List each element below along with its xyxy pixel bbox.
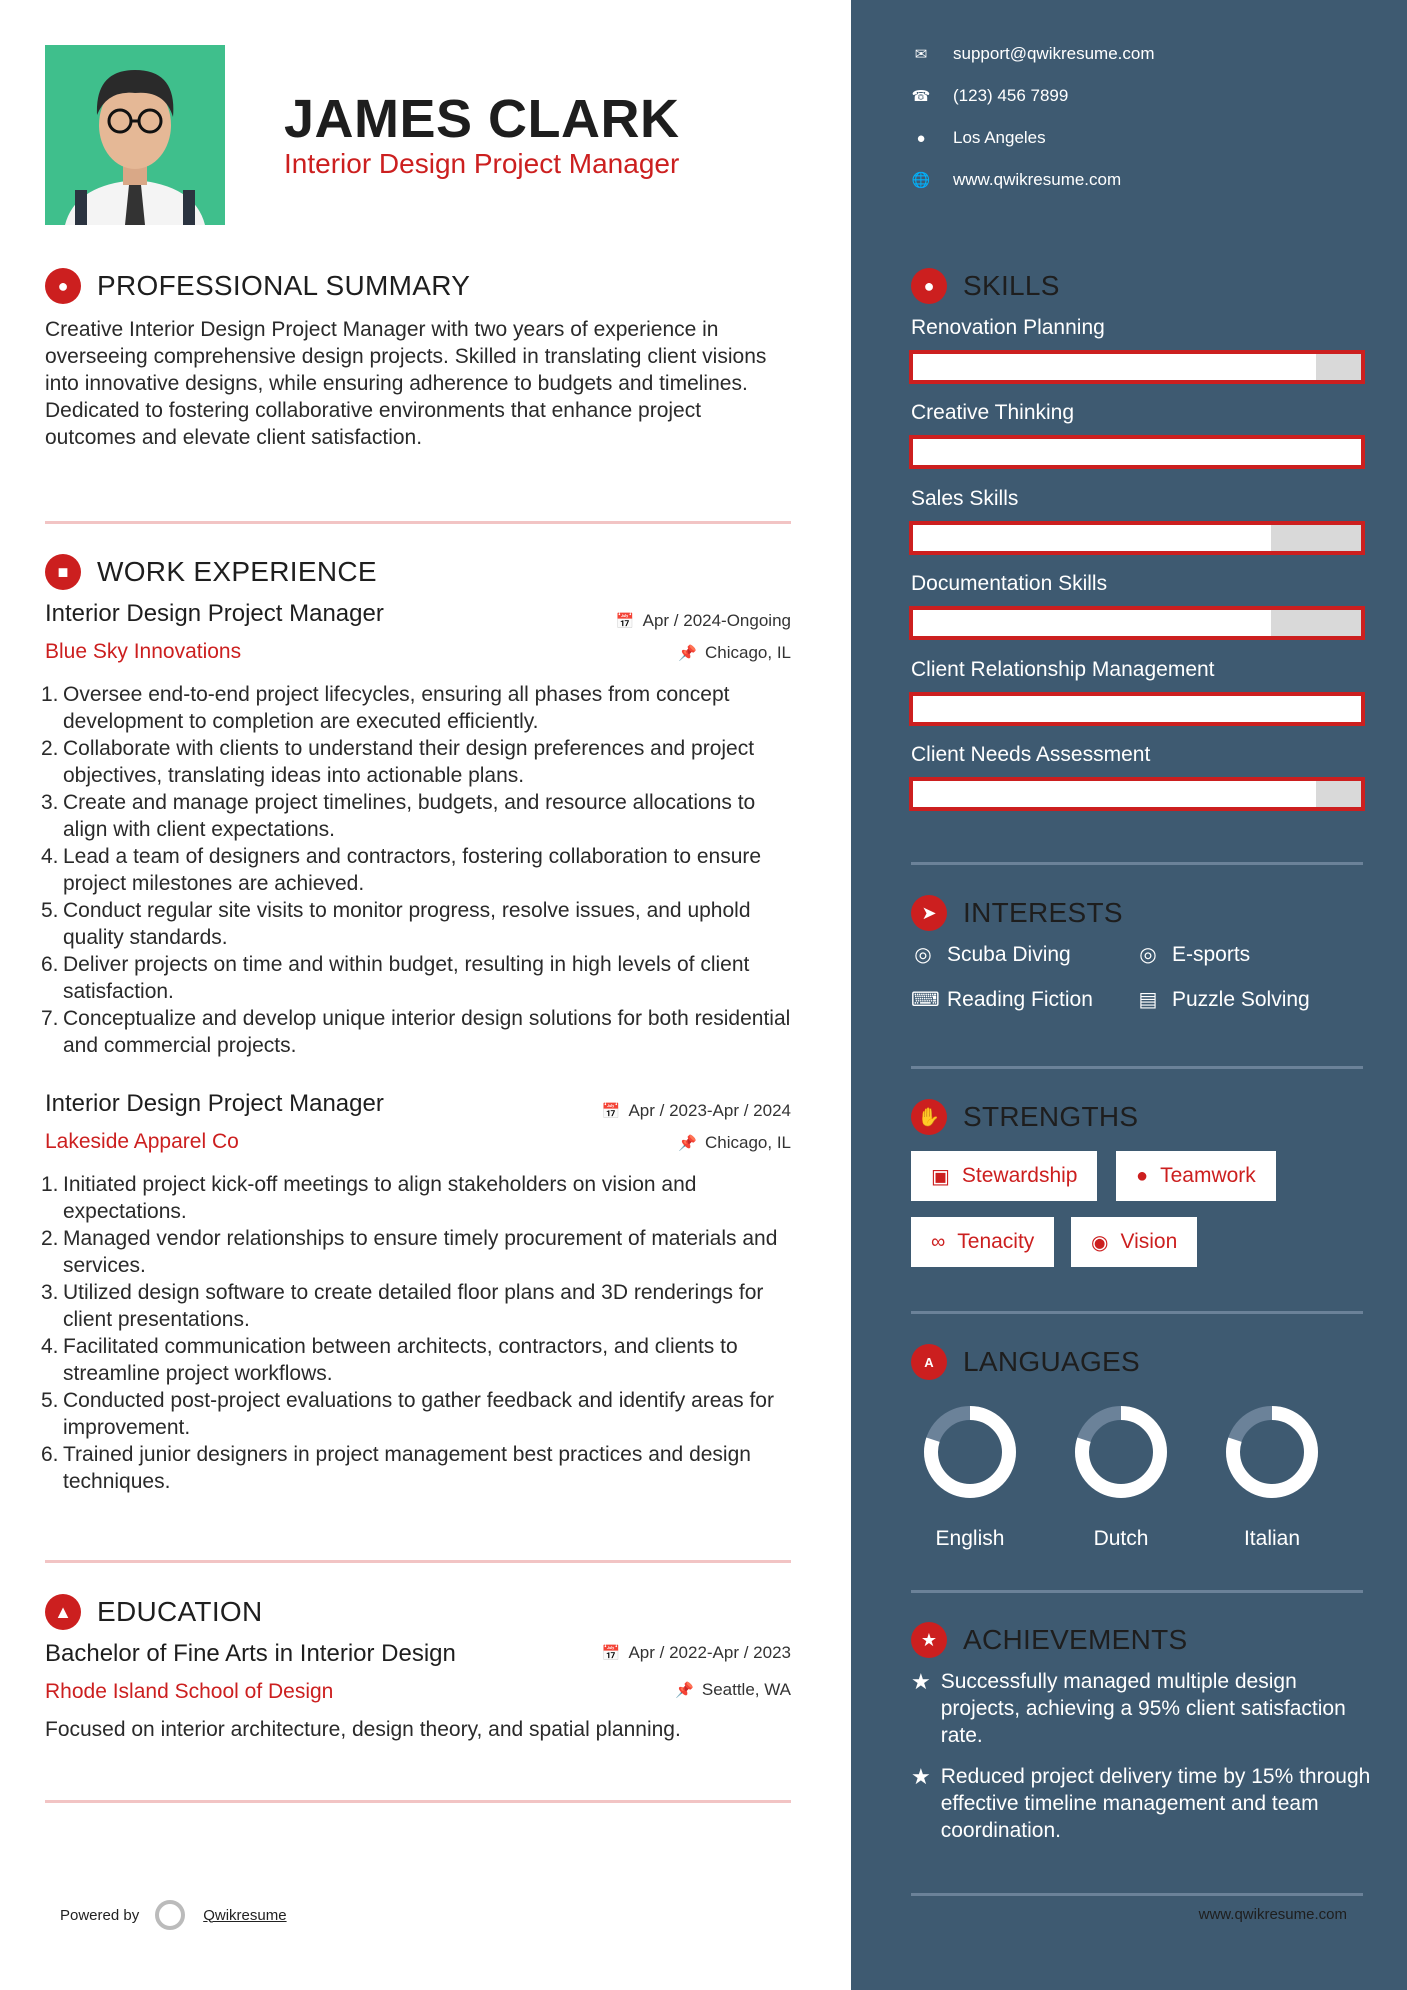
language-item <box>900 1397 1040 1551</box>
qwikresume-logo-icon <box>155 1900 185 1930</box>
divider <box>911 862 1363 865</box>
divider <box>911 1066 1363 1069</box>
interest-item: ▤ Puzzle Solving <box>1136 987 1310 1012</box>
list-item: 3. Create and manage project timelines, budgets, and resource allocations to align with client expectations. <box>41 791 756 841</box>
star-badge-icon: ★ <box>911 1622 947 1658</box>
contact-email[interactable] <box>911 44 1155 64</box>
achievement-item: ★ Successfully managed multiple design projects, achieving a 95% client satisfaction rate. <box>911 1669 1346 1747</box>
contact-phone-text: (123) 456 7899 <box>953 86 1069 105</box>
skill-name: Documentation Skills <box>911 572 1108 595</box>
phone-icon: ☎ <box>911 88 931 105</box>
education-date <box>602 1643 791 1663</box>
strengths-title: STRENGTHS <box>963 1101 1139 1132</box>
envelope-icon: ✉ <box>914 46 928 63</box>
skill-name: Renovation Planning <box>911 316 1105 339</box>
pin-icon: 📌 <box>678 1135 697 1152</box>
interest-item: ◎ Scuba Diving <box>911 942 1071 967</box>
language-item <box>1202 1397 1342 1551</box>
education-location <box>675 1680 791 1700</box>
paper-plane-icon: ➤ <box>911 895 947 931</box>
candidate-name: JAMES CLARK <box>284 89 680 149</box>
summary-title: PROFESSIONAL SUMMARY <box>97 270 471 301</box>
work-title: WORK EXPERIENCE <box>97 556 377 587</box>
language-label: Dutch <box>1093 1527 1149 1550</box>
profile-photo <box>45 45 225 225</box>
footer-powered-by <box>60 1900 287 1930</box>
interests-heading <box>911 895 1123 931</box>
footer-url[interactable]: www.qwikresume.com <box>1198 1906 1347 1923</box>
interests-title: INTERESTS <box>963 897 1123 928</box>
skills-heading <box>911 268 1060 304</box>
language-ring <box>915 1397 1025 1507</box>
education-heading <box>45 1594 263 1630</box>
divider <box>911 1590 1363 1593</box>
education-date-text: Apr / 2022-Apr / 2023 <box>628 1643 791 1662</box>
list-item: 6. Deliver projects on time and within budget, resulting in high levels of client satisfaction. <box>41 953 750 1003</box>
list-item: 6. Trained junior designers in project management best practices and design techniques. <box>41 1443 751 1493</box>
skill-fill <box>913 610 1271 636</box>
education-title: EDUCATION <box>97 1596 263 1627</box>
interest-item: ◎ E-sports <box>1136 942 1250 967</box>
summary-heading <box>45 268 470 304</box>
contact-location <box>911 128 1046 148</box>
skill-bar <box>909 435 1365 469</box>
skill-bar <box>909 521 1365 555</box>
list-item: 5. Conduct regular site visits to monitor progress, resolve issues, and uphold quality standards. <box>41 899 751 949</box>
job-title: Interior Design Project Manager <box>45 1090 384 1117</box>
calendar-icon: 📅 <box>615 613 635 630</box>
skill-bar <box>909 777 1365 811</box>
translate-icon: A <box>911 1344 947 1380</box>
strengths-heading <box>911 1099 1138 1135</box>
binoculars-icon: ◉ <box>1091 1231 1109 1254</box>
skill-fill <box>913 439 1361 465</box>
skill-name: Creative Thinking <box>911 401 1075 424</box>
skill-name: Sales Skills <box>911 487 1019 510</box>
job-duties <box>41 1171 803 1495</box>
lightbulb-icon: ● <box>911 268 947 304</box>
strength-badge: ● Teamwork <box>1116 1151 1276 1201</box>
life-ring-icon: ◎ <box>1139 944 1157 966</box>
job-location-text: Chicago, IL <box>705 1133 791 1152</box>
link-icon: ∞ <box>931 1230 946 1253</box>
skill-bar <box>909 692 1365 726</box>
languages-heading <box>911 1344 1140 1380</box>
divider <box>45 521 791 524</box>
list-item: 4. Lead a team of designers and contractors, fostering collaboration to ensure project milestones are achieved. <box>41 845 762 895</box>
skill-fill <box>913 696 1361 722</box>
calendar-icon: 📅 <box>601 1645 621 1662</box>
job-company: Lakeside Apparel Co <box>45 1130 239 1153</box>
briefcase-icon: ▣ <box>931 1165 950 1188</box>
degree: Bachelor of Fine Arts in Interior Design <box>45 1640 456 1667</box>
achievements-heading <box>911 1622 1188 1658</box>
divider <box>45 1560 791 1563</box>
life-ring-icon: ◎ <box>914 944 932 966</box>
users-icon: ● <box>1136 1164 1149 1187</box>
graduation-cap-icon: ▲ <box>45 1594 81 1630</box>
strength-badge: ◉ Vision <box>1071 1217 1197 1267</box>
list-item: 2. Managed vendor relationships to ensure timely procurement of materials and services. <box>41 1227 778 1277</box>
contact-phone[interactable] <box>911 86 1068 106</box>
job-date-text: Apr / 2023-Apr / 2024 <box>628 1101 791 1120</box>
skill-fill <box>913 525 1271 551</box>
list-item: 4. Facilitated communication between architects, contractors, and clients to streamline project workflows. <box>41 1335 738 1385</box>
language-label: Italian <box>1243 1527 1301 1550</box>
calendar-icon: 📅 <box>601 1103 621 1120</box>
job-date <box>602 1101 791 1121</box>
interest-item: ⌨ Reading Fiction <box>911 987 1093 1011</box>
shooting-star-icon: ★ <box>911 1764 931 1789</box>
contact-website-text: www.qwikresume.com <box>953 170 1122 189</box>
language-ring <box>1066 1397 1176 1507</box>
job-date-text: Apr / 2024-Ongoing <box>642 611 791 630</box>
gamepad-icon: ⌨ <box>911 989 940 1011</box>
divider <box>911 1311 1363 1314</box>
strength-badge: ▣ Stewardship <box>911 1151 1097 1201</box>
candidate-title: Interior Design Project Manager <box>284 148 680 179</box>
skill-fill <box>913 354 1316 380</box>
chair-icon: ■ <box>45 554 81 590</box>
divider <box>911 1893 1363 1896</box>
divider <box>45 1800 791 1803</box>
powered-by-label: Powered by <box>60 1906 140 1924</box>
contact-location-text: Los Angeles <box>953 128 1046 147</box>
job-title: Interior Design Project Manager <box>45 600 384 627</box>
language-item <box>1051 1397 1191 1551</box>
job-duties <box>41 681 803 1059</box>
job-location <box>678 643 791 663</box>
book-icon: ▤ <box>1138 989 1158 1011</box>
contact-website[interactable] <box>911 170 1121 190</box>
list-item: 5. Conducted post-project evaluations to gather feedback and identify areas for improvement. <box>41 1389 774 1439</box>
achievements-title: ACHIEVEMENTS <box>963 1624 1188 1655</box>
education-location-text: Seattle, WA <box>701 1680 791 1699</box>
list-item: 1. Oversee end-to-end project lifecycles, ensuring all phases from concept development to completion are executed efficiently. <box>41 683 730 733</box>
education-description: Focused on interior architecture, design theory, and spatial planning. <box>45 1718 681 1741</box>
job-location-text: Chicago, IL <box>705 643 791 662</box>
shooting-star-icon: ★ <box>911 1669 931 1694</box>
achievement-item: ★ Reduced project delivery time by 15% through effective timeline management and team coordination. <box>911 1764 1371 1842</box>
list-item: 1. Initiated project kick-off meetings to align stakeholders on vision and expectations. <box>41 1173 697 1223</box>
job-location <box>678 1133 791 1153</box>
skill-name: Client Relationship Management <box>911 658 1215 681</box>
work-heading <box>45 554 377 590</box>
skill-name: Client Needs Assessment <box>911 743 1151 766</box>
fist-icon: ✋ <box>911 1099 947 1135</box>
skill-bar <box>909 606 1365 640</box>
skills-title: SKILLS <box>963 270 1060 301</box>
qwikresume-link[interactable]: Qwikresume <box>203 1906 287 1924</box>
languages-title: LANGUAGES <box>963 1346 1140 1377</box>
pin-icon: 📌 <box>678 645 697 662</box>
skill-bar <box>909 350 1365 384</box>
strength-badge: ∞ Tenacity <box>911 1217 1054 1267</box>
job-company: Blue Sky Innovations <box>45 640 242 663</box>
school: Rhode Island School of Design <box>45 1680 334 1703</box>
globe-icon: 🌐 <box>911 172 931 189</box>
location-pin-icon: ● <box>916 129 926 147</box>
contact-email-text: support@qwikresume.com <box>953 44 1155 63</box>
user-icon: ● <box>45 268 81 304</box>
language-ring <box>1217 1397 1327 1507</box>
job-date <box>616 611 791 631</box>
summary-text: Creative Interior Design Project Manager with two years of experience in overseeing comprehensive design projects. Skilled in translating client visions into innovative designs, while ensuring adherence to budgets and timelines. Dedicated to fostering collaborative environments that enhance project outcomes and elevate client satisfaction. <box>45 318 767 449</box>
language-label: English <box>935 1527 1005 1550</box>
list-item: 7. Conceptualize and develop unique interior design solutions for both residential and commercial projects. <box>41 1007 791 1057</box>
list-item: 2. Collaborate with clients to understand their design preferences and project objectives, translating ideas into actionable plans. <box>41 737 755 787</box>
list-item: 3. Utilized design software to create detailed floor plans and 3D renderings for client presentations. <box>41 1281 764 1331</box>
pin-icon: 📌 <box>675 1682 694 1699</box>
skill-fill <box>913 781 1316 807</box>
